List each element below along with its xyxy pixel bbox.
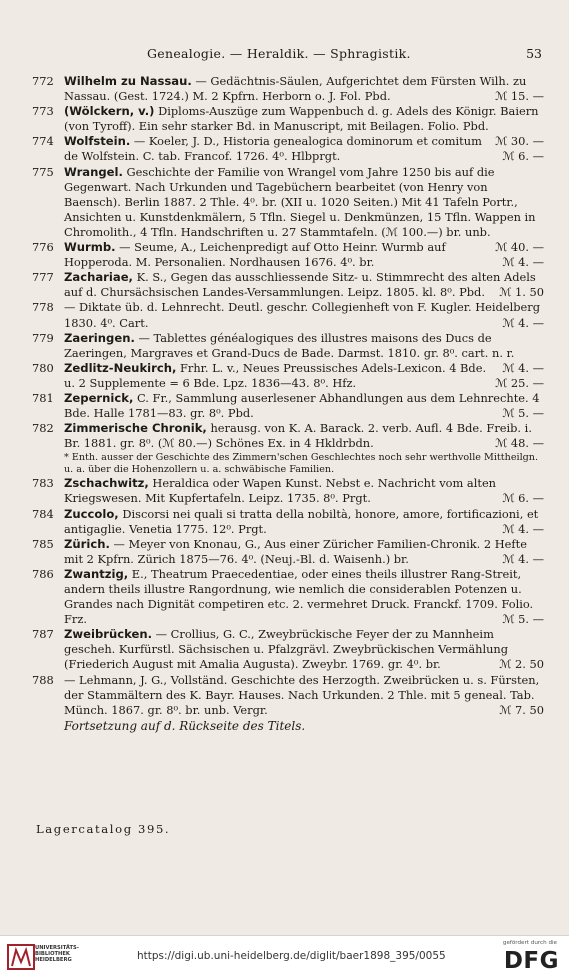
entry-price: ℳ 25. — [495,375,544,390]
entry-price: ℳ 4. — [502,521,544,536]
entry-heading: Wrangel. [64,164,123,179]
dfg-funding-label: gefördert durch die [502,940,557,946]
entry-body [64,240,544,270]
entry-body [64,537,544,567]
entry-number: 784 [32,506,54,521]
page-number: 53 [526,46,542,61]
entry-price: ℳ 30. — [495,134,544,149]
entry-text: Discorsi nei quali si tratta della nobiltà, honore, amore, fortificazioni, et antigaglie. Venetia 1775. 12⁰. Prgt. [64,506,539,536]
entry-heading: Wolfstein. [64,134,131,149]
entry-text: — Koeler, J. D., Historia genealogica dominorum et comitum de Wolfstein. C. tab. Francof. 1726. 4⁰. Hlbprgt. [64,134,482,164]
entry-body [64,134,544,164]
library-line: UNIVERSITÄTS- [35,945,79,951]
entry-number: 781 [32,390,54,405]
entry-text: — Meyer von Knonau, G., Aus einer Züricher Familien-Chronik. 2 Hefte mit 2 Kpfrn. Zürich 1875—76. 4⁰. (Neuj.-Bl. d. Waisenh.) br. [64,536,527,566]
entry-price: ℳ 4. — [502,315,544,330]
entry-heading: Zweibrücken. [64,627,153,642]
entry-text: Heraldica oder Wapen Kunst. Nebst e. Nachricht vom alten Kriegswesen. Mit Kupfertafeln. Leipz. 1735. 8⁰. Prgt. [64,476,497,506]
entry-heading: Zedlitz-Neukirch, [64,360,177,375]
entry-heading: Zuccolo, [64,506,119,521]
entry-text: — Tablettes généalogiques des illustres maisons des Ducs de Zaeringen, Margraves et Grand-Ducs de Bade. Darmst. 1810. gr. 8⁰. cart. n. r. [64,330,515,360]
entry-text: K. S., Gegen das ausschliessende Sitz- u. Stimmrecht des alten Adels auf d. Chursächsischen Landes-Versammlungen. Leipz. 1805. kl. 8⁰. Pbd. [64,270,536,300]
continuation-note: Fortsetzung auf d. Rückseite des Titels. [64,718,306,733]
catalog-entry [32,240,544,270]
entry-text: — Diktate üb. d. Lehnrecht. Deutl. geschr. Collegienheft von F. Kugler. Heidelberg 1830. 4⁰. Cart. [64,300,540,330]
entry-price: ℳ 5. — [502,406,544,421]
entry-body [64,507,544,537]
entry-price: ℳ 4. — [502,360,544,375]
entry-number: 787 [32,627,54,642]
entry-footnote: * Enth. ausser der Geschichte des Zimmern'schen Geschlechtes noch sehr werthvolle Mittheilgn. u. a. über die Hohenzollern u. a. schwäbische Familien. [64,452,539,475]
entry-heading: Wilhelm zu Nassau. [64,74,192,88]
entry-heading: Zwantzig, [64,566,129,581]
entry-text: herausg. von K. A. Barack. 2. verb. Aufl. 4 Bde. Freib. i. Br. 1881. gr. 8⁰. (ℳ 80.—) Schönes Ex. in 4 Hkldrbdn. [64,421,532,451]
entry-text: Frhr. L. v., Neues Preussisches Adels-Lexicon. 4 Bde. u. 2 Supplemente = 6 Bde. Lpz. 1836—43. 8⁰. Hfz. [64,360,487,390]
entry-body [64,74,544,104]
entry-list [32,74,544,734]
entry-number: 777 [32,270,54,285]
entry-number: 774 [32,134,54,149]
entry-text: — Crollius, G. C., Zweybrückische Feyer der zu Mannheim gescheh. Kurfürstl. Sächsischen u. Pfalzgrävl. Zweybrückischen Vermählung (Friederich August mit Amalia Augusta). Zweybr. 1769. gr. 4⁰. br. [64,627,509,672]
catalog-entry [32,300,544,330]
dfg-logo: DFG [503,948,559,974]
entry-price: ℳ 2. 50 [499,657,544,672]
entry-price: ℳ 7. 50 [499,702,544,717]
entry-body [64,673,544,718]
catalog-entry [32,361,544,391]
entry-heading: Zimmerische Chronik, [64,421,207,436]
entry-number: 782 [32,421,54,436]
entry-number: 779 [32,330,54,345]
entry-number: 786 [32,566,54,581]
entry-price: ℳ 6. — [502,491,544,506]
catalog-entry [32,421,544,475]
entry-heading: Zachariae, [64,270,133,285]
catalog-entry [32,134,544,164]
catalog-entry [32,270,544,300]
entry-heading: Zepernick, [64,390,134,405]
entry-body [64,421,544,451]
entry-number: 772 [32,74,54,88]
entry-price: ℳ 15. — [495,89,544,104]
entry-number: 773 [32,104,54,119]
catalog-entry [32,537,544,567]
entry-text: E., Theatrum Praecedentiae, oder eines theils illustrer Rang-Streit, andern theils illustre Rangordnung, wie nemlich die considerablen Potenzen u. Grandes nach Dignität competiren etc. 2. vermehret Druck. Franckf. 1709. Folio. Frz. [64,566,534,627]
entry-heading: (Wölckern, v.) [64,104,155,119]
entry-number: 783 [32,476,54,491]
catalog-entry [32,74,544,104]
entry-text: — Lehmann, J. G., Vollständ. Geschichte des Herzogth. Zweibrücken u. s. Fürsten, der Stammältern des K. Bayr. Hauses. Nach Urkunden. 2 Thle. mit 5 geneal. Tab. Münch. 1867. gr. 8⁰. br. unb. Vergr. [64,672,540,717]
catalog-entry [32,507,544,537]
entry-body [64,476,544,506]
catalog-entry [32,476,544,506]
entry-body [64,567,544,627]
catalog-entry [32,567,544,627]
catalog-entry [32,673,544,718]
entry-number: 788 [32,672,54,687]
entry-price: ℳ 1. 50 [499,285,544,300]
entry-number: 775 [32,164,54,179]
page-title: Genealogie. — Heraldik. — Sphragistik. [147,46,411,61]
entry-heading: Zürich. [64,536,110,551]
permalink-url[interactable]: https://digi.ub.uni-heidelberg.de/diglit/baer1898_395/0055 [137,950,446,962]
catalog-entry [32,391,544,421]
library-line: BIBLIOTHEK [35,951,70,958]
entry-heading: Zaeringen. [64,330,135,345]
entry-text: — Seume, A., Leichenpredigt auf Otto Heinr. Wurmb auf Hopperoda. M. Personalien. Nordhausen 1676. 4⁰. br. [64,240,446,270]
entry-number: 778 [32,300,54,315]
entry-text: — Gedächtnis-Säulen, Aufgerichtet dem Fürsten Wilh. zu Nassau. (Gest. 1724.) M. 2 Kpfrn. Herborn o. J. Fol. Pbd. [64,74,527,104]
entry-price: ℳ 40. — [495,240,544,255]
entry-price: ℳ 6. — [502,149,544,164]
catalog-label: Lagercatalog 395. [36,822,171,836]
entry-body [64,300,544,330]
entry-price: ℳ 4. — [502,255,544,270]
entry-price: ℳ 5. — [502,612,544,627]
entry-heading: Zschachwitz, [64,476,149,491]
entry-number: 780 [32,360,54,375]
entry-number: 776 [32,240,54,255]
library-name [35,945,79,964]
entry-text: Diploms-Auszüge zum Wappenbuch d. g. Adels des Königr. Baiern (von Tyroff). Ein sehr starker Bd. in Manuscript, mit Beilagen. Folio. Pbd. [64,104,539,134]
viewer-footer [0,935,569,978]
entry-body [64,270,544,300]
entry-body [64,361,544,391]
entry-price: ℳ 4. — [502,551,544,566]
entry-text: Geschichte der Familie von Wrangel vom Jahre 1250 bis auf die Gegenwart. Nach Urkunden und Tagebüchern bearbeitet (von Henry von Baensch). Berlin 1887. 2 Thle. 4⁰. br. (XII u. 1020 Seiten.) Mit 41 Tafeln Portr., Ansichten u. Kunstdenkmälern, 5 Tfln. Siegel u. Denkmünzen, 15 Tfln. Wappen in Chromolith., 4 Tfln. Handschriften u. 27 Stammtafeln. (ℳ 100.—) br. unb. [64,164,536,239]
entry-text: C. Fr., Sammlung auserlesener Abhandlungen aus dem Lehnrechte. 4 Bde. Halle 1781—83. gr. 8⁰. Pbd. [64,390,540,421]
entry-body [64,627,544,672]
library-line: HEIDELBERG [35,957,72,964]
entry-body [64,391,544,421]
catalog-entry [32,627,544,672]
entry-number: 785 [32,536,54,551]
entry-heading: Wurmb. [64,240,116,255]
university-library-logo-icon [6,942,36,972]
entry-price: ℳ 48. — [495,436,544,451]
